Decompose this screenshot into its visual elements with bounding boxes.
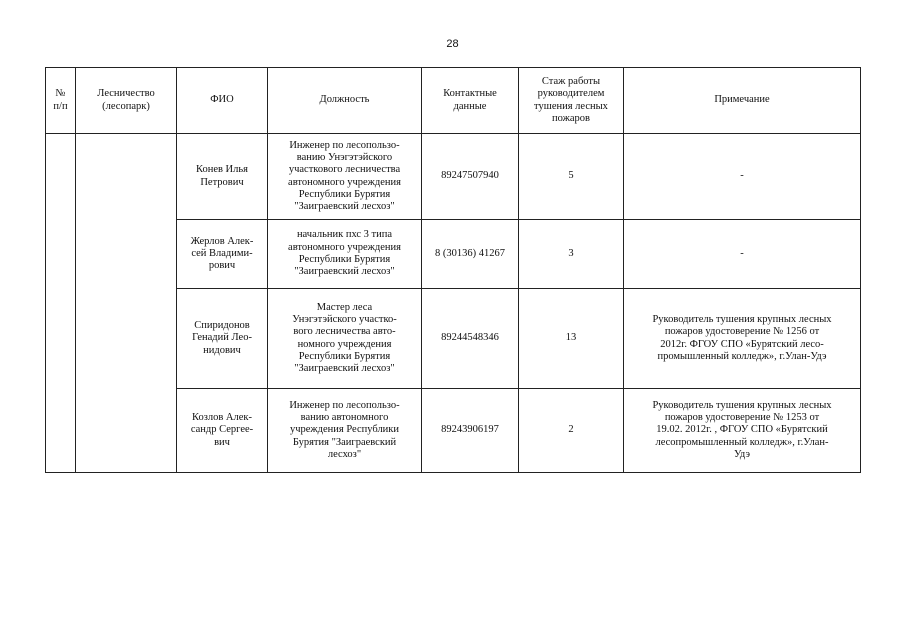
fio-cell: Спиридонов Генадий Лео- нидович: [177, 289, 268, 389]
fio-cell: Конев Илья Петрович: [177, 134, 268, 220]
experience-cell: 13: [519, 289, 624, 389]
note-cell: Руководитель тушения крупных лесных пожаров удостоверение № 1256 от 2012г. ФГОУ СПО «Бурятский лесо- промышленный колледж», г.Улан-Удэ: [624, 289, 861, 389]
position-cell: Мастер леса Унэгэтэйского участко- вого лесничества авто- номного учреждения Республики Бурятия "Заиграевский лесхоз": [268, 289, 422, 389]
position-cell: Инженер по лесопользо- ванию автономного учреждения Республики Бурятия "Заиграевский лесхоз": [268, 389, 422, 473]
experience-cell: 5: [519, 134, 624, 220]
header-forestry: Лесничество (лесопарк): [76, 68, 177, 134]
table-row: [46, 134, 861, 220]
contact-cell: 89243906197: [422, 389, 519, 473]
header-note: Примечание: [624, 68, 861, 134]
contact-cell: 89247507940: [422, 134, 519, 220]
header-position: Должность: [268, 68, 422, 134]
note-cell: Руководитель тушения крупных лесных пожаров удостоверение № 1253 от 19.02. 2012г. , ФГОУ СПО «Бурятский лесопромышленный колледж», г.Улан- Удэ: [624, 389, 861, 473]
position-cell: Инженер по лесопользо- ванию Унэгэтэйского участкового лесничества автономного учреждения Республики Бурятия "Заиграевский лесхоз": [268, 134, 422, 220]
firefighting-leaders-table: [45, 67, 861, 473]
experience-cell: 2: [519, 389, 624, 473]
contact-cell: 89244548346: [422, 289, 519, 389]
note-cell: -: [624, 134, 861, 220]
table-header-row: [46, 68, 861, 134]
page-number: 28: [446, 38, 459, 50]
forestry-cell: [76, 134, 177, 473]
number-cell: [46, 134, 76, 473]
note-cell: -: [624, 220, 861, 289]
fio-cell: Козлов Алек- сандр Сергее- вич: [177, 389, 268, 473]
header-fio: ФИО: [177, 68, 268, 134]
contact-cell: 8 (30136) 41267: [422, 220, 519, 289]
header-contact: Контактные данные: [422, 68, 519, 134]
experience-cell: 3: [519, 220, 624, 289]
fio-cell: Жерлов Алек- сей Владими- рович: [177, 220, 268, 289]
header-experience: Стаж работы руководителем тушения лесных пожаров: [519, 68, 624, 134]
header-number: № п/п: [46, 68, 76, 134]
position-cell: начальник пхс 3 типа автономного учреждения Республики Бурятия "Заиграевский лесхоз": [268, 220, 422, 289]
